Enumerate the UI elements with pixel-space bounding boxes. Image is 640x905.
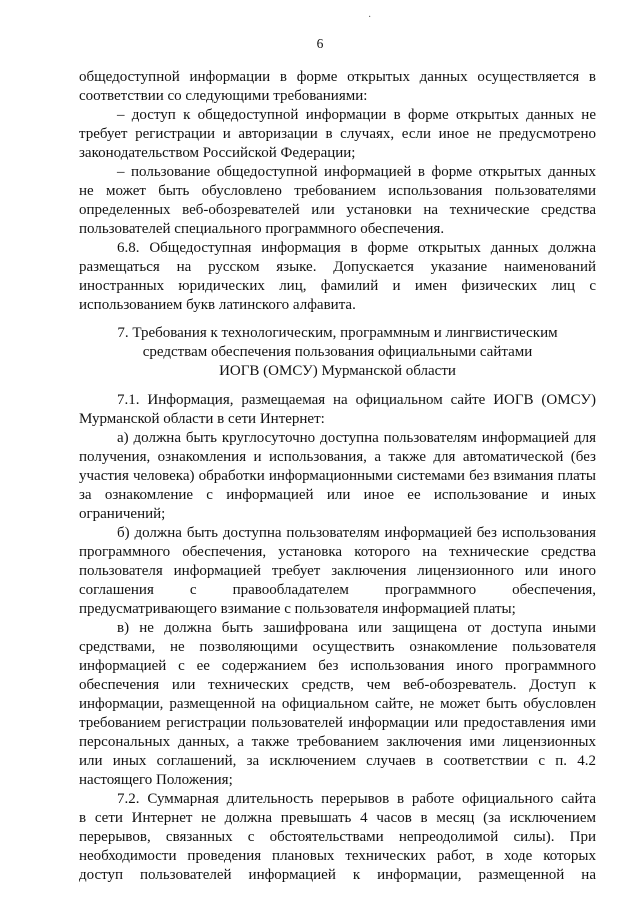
section-heading-line: ИОГВ (ОМСУ) Мурманской области xyxy=(219,363,456,379)
paragraph-line: в) не должна быть зашифрована или защищена от доступа иными xyxy=(117,620,596,636)
paragraph-line: определенных веб-обозревателей или установки на технические средства xyxy=(79,202,596,218)
paragraph-line: пользователей специального программного обеспечения. xyxy=(79,221,445,237)
section-heading-line: 7. Требования к технологическим, программным и лингвистическим xyxy=(117,325,558,341)
paragraph-line: средствами, не позволяющими осуществить ознакомление пользователя xyxy=(79,639,596,655)
paragraph-line: доступ пользователей информацией к информации, размещенной на xyxy=(79,867,596,883)
paragraph-line: информацией с ее содержанием без использования иного программного xyxy=(79,658,596,674)
paragraph-line: или иных соглашений, за исключением случаев в соответствии с п. 4.2 xyxy=(79,753,596,769)
paragraph-line: а) должна быть круглосуточно доступна пользователям информацией для xyxy=(117,430,596,446)
paragraph-line: программного обеспечения, установка которого на технические средства xyxy=(79,544,596,560)
paragraph-line: б) должна быть доступна пользователям информацией без использования xyxy=(117,525,596,541)
section-heading-line: средствам обеспечения пользования официальными сайтами xyxy=(142,344,533,360)
paragraph-line: соглашения с правообладателем программного обеспечения, xyxy=(79,582,596,598)
paragraph-line: 6.8. Общедоступная информация в форме открытых данных должна xyxy=(117,240,596,256)
paragraph-line: перерывов, связанных с обстоятельствами непреодолимой силы). При xyxy=(79,829,596,845)
paragraph-line: требует регистрации и авторизации в случаях, если иное не предусмотрено xyxy=(79,126,596,142)
paragraph-line: в сети Интернет не должна превышать 4 часов в месяц (за исключением xyxy=(79,810,596,826)
paragraph-line: пользователя информацией требует заключения лицензионного или иного xyxy=(79,563,596,579)
paragraph-line: получения, ознакомления и использования, а также для автоматической (без xyxy=(79,449,596,465)
paragraph-line: 7.2. Суммарная длительность перерывов в работе официального сайта xyxy=(117,791,596,807)
paragraph-line: ограничений; xyxy=(79,506,166,522)
paragraph-line: персональных данных, а также требованием заключения ими лицензионных xyxy=(79,734,596,750)
paragraph-line: настоящего Положения; xyxy=(79,772,233,788)
paragraph-line: Мурманской области в сети Интернет: xyxy=(79,411,325,427)
paragraph-line: – доступ к общедоступной информации в форме открытых данных не xyxy=(117,107,596,123)
paragraph-line: 7.1. Информация, размещаемая на официальном сайте ИОГВ (ОМСУ) xyxy=(117,392,596,408)
paragraph-line: соответствии со следующими требованиями: xyxy=(79,88,368,104)
paragraph-line: использованием букв латинского алфавита. xyxy=(79,297,356,313)
paragraph-line: требованием регистрации пользователей информации или предоставления ими xyxy=(79,715,596,731)
paragraph-line: за ознакомление с информацией или иное ее использование и иных xyxy=(79,487,596,503)
paragraph-line: участия человека) обработки информационными системами без взимания платы xyxy=(79,468,596,484)
top-mark: · xyxy=(368,12,372,23)
paragraph-line: размещаться на русском языке. Допускается указание наименований xyxy=(79,259,596,275)
paragraph-line: иностранных юридических лиц, фамилий и имен физических лиц с xyxy=(79,278,596,294)
paragraph-line: – пользование общедоступной информацией в форме открытых данных xyxy=(117,164,596,180)
page-number: 6 xyxy=(316,36,324,51)
paragraph-line: необходимости проведения плановых технических работ, в ходе которых xyxy=(79,848,596,864)
paragraph-line: законодательством Российской Федерации; xyxy=(79,145,356,161)
paragraph-line: информации, размещенной на официальном сайте, не может быть обусловлен xyxy=(79,696,596,712)
paragraph-line: предусматривающего взимание с пользователя информацией платы; xyxy=(79,601,516,617)
paragraph-line: обеспечения или технических средств, чем веб-обозреватель. Доступ к xyxy=(79,677,596,693)
paragraph-line: не может быть обусловлено требованием использования пользователями xyxy=(79,183,596,199)
paragraph-line: общедоступной информации в форме открытых данных осуществляется в xyxy=(79,69,596,85)
